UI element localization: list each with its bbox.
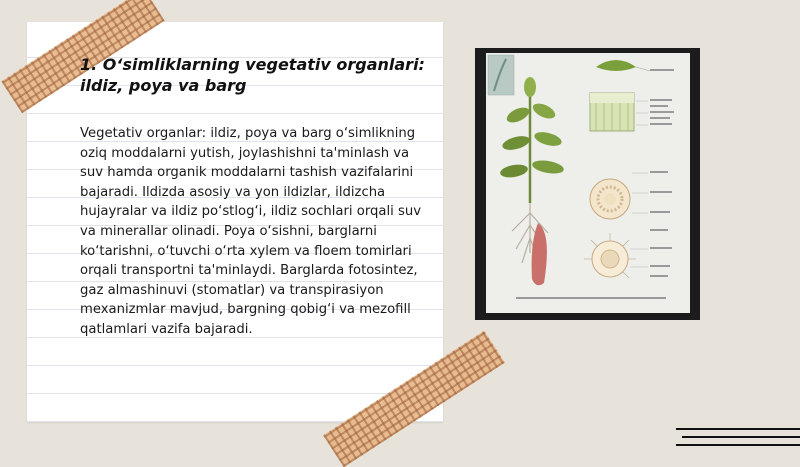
title-line-2: ildiz, poya va barg — [80, 76, 247, 95]
title-line-1: 1. O‘simliklarning vegetativ organlari: — [80, 55, 425, 74]
plant-diagram-graphic — [486, 53, 690, 313]
slide-title — [80, 54, 430, 96]
plant-organs-illustration — [486, 53, 690, 313]
decorative-lines — [676, 420, 800, 450]
body-paragraph: Vegetativ organlar: ildiz, poya va barg o‘simlikning oziq moddalarni yutish, joylashishni ta'minlash va suv hamda organik moddalarni tashish vazifalarini bajaradi. Ildizda asosiy va yon ildizlar, ildizcha hujayralar va ildiz po‘stlog‘i, ildiz sochlari orqali suv va minerallar olinadi. Poya o‘sishni, barglarni ko‘tarishni, o‘tuvchi o‘rta xylem va floem tomirlari orqali transportni ta'minlaydi. Barglarda fotosintez, gaz almashinuvi (stomatlar) va transpirasiyon mexanizmlar mavjud, bargning qobig‘i va mezofill qatlamlari vazifa bajaradi. — [80, 126, 422, 337]
